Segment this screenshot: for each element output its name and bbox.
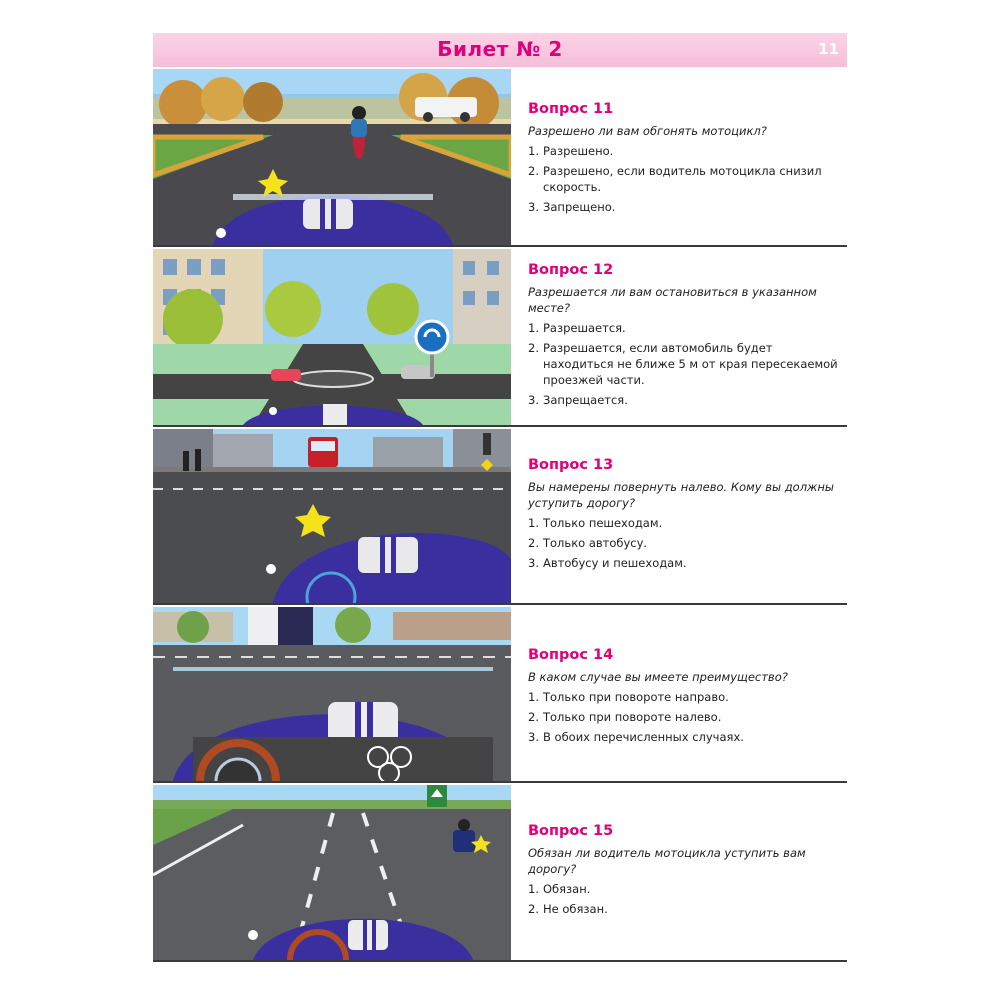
question-text: Разрешается ли вам остановиться в указанном месте? <box>528 285 817 315</box>
answer-option[interactable]: 1. Только пешеходам. <box>528 516 663 530</box>
question-title: Вопрос 15 <box>528 823 614 839</box>
scene-image-overtaking-motorcycle <box>153 69 511 245</box>
answer-option[interactable]: 2. Не обязан. <box>528 902 608 916</box>
question-text: В каком случае вы имеете преимущество? <box>528 670 788 684</box>
question-title: Вопрос 12 <box>528 262 614 278</box>
scene-image-left-turn-bus <box>153 429 511 603</box>
question-row-14 <box>153 605 847 783</box>
question-text: Обязан ли водитель мотоцикла уступить вам дорогу? <box>528 846 806 876</box>
row-divider <box>153 960 847 962</box>
answer-option[interactable]: 1. Только при повороте направо. <box>528 690 729 704</box>
answer-option[interactable]: 3. Автобусу и пешеходам. <box>528 556 687 570</box>
question-row-12 <box>153 247 847 427</box>
answer-list <box>528 689 843 745</box>
answer-option[interactable]: 3. В обоих перечисленных случаях. <box>528 730 744 744</box>
answer-list <box>528 881 843 917</box>
question-title: Вопрос 13 <box>528 457 614 473</box>
scene-image-highway-motorcycle <box>153 785 511 960</box>
answer-option[interactable]: 2. Только при повороте налево. <box>528 710 722 724</box>
answer-option[interactable]: 2. Разрешено, если водитель мотоцикла снизил скорость. <box>528 164 822 194</box>
answer-option[interactable]: 3. Запрещено. <box>528 200 616 214</box>
question-row-13 <box>153 427 847 605</box>
answer-option[interactable]: 2. Только автобусу. <box>528 536 648 550</box>
scene-image-truck-intersection <box>153 607 511 781</box>
question-row-11 <box>153 69 847 247</box>
page-number: 11 <box>818 40 839 58</box>
ticket-title: Билет № 2 <box>437 37 563 61</box>
question-title: Вопрос 11 <box>528 101 614 117</box>
answer-list <box>528 320 843 408</box>
question-block-15 <box>528 823 843 921</box>
ticket-header <box>153 33 847 67</box>
question-row-15 <box>153 783 847 962</box>
question-text: Вы намерены повернуть налево. Кому вы должны уступить дорогу? <box>528 480 834 510</box>
answer-option[interactable]: 1. Обязан. <box>528 882 591 896</box>
question-block-12 <box>528 262 843 412</box>
question-block-11 <box>528 101 843 219</box>
question-block-13 <box>528 457 843 575</box>
answer-option[interactable]: 3. Запрещается. <box>528 393 628 407</box>
answer-list <box>528 515 843 571</box>
answer-list <box>528 143 843 215</box>
answer-option[interactable]: 1. Разрешается. <box>528 321 626 335</box>
scene-image-roundabout-stop <box>153 249 511 425</box>
question-title: Вопрос 14 <box>528 647 614 663</box>
question-block-14 <box>528 647 843 749</box>
answer-option[interactable]: 2. Разрешается, если автомобиль будет находиться не ближе 5 м от края пересекаемой проезжей части. <box>528 341 838 387</box>
answer-option[interactable]: 1. Разрешено. <box>528 144 614 158</box>
question-text: Разрешено ли вам обгонять мотоцикл? <box>528 124 767 138</box>
